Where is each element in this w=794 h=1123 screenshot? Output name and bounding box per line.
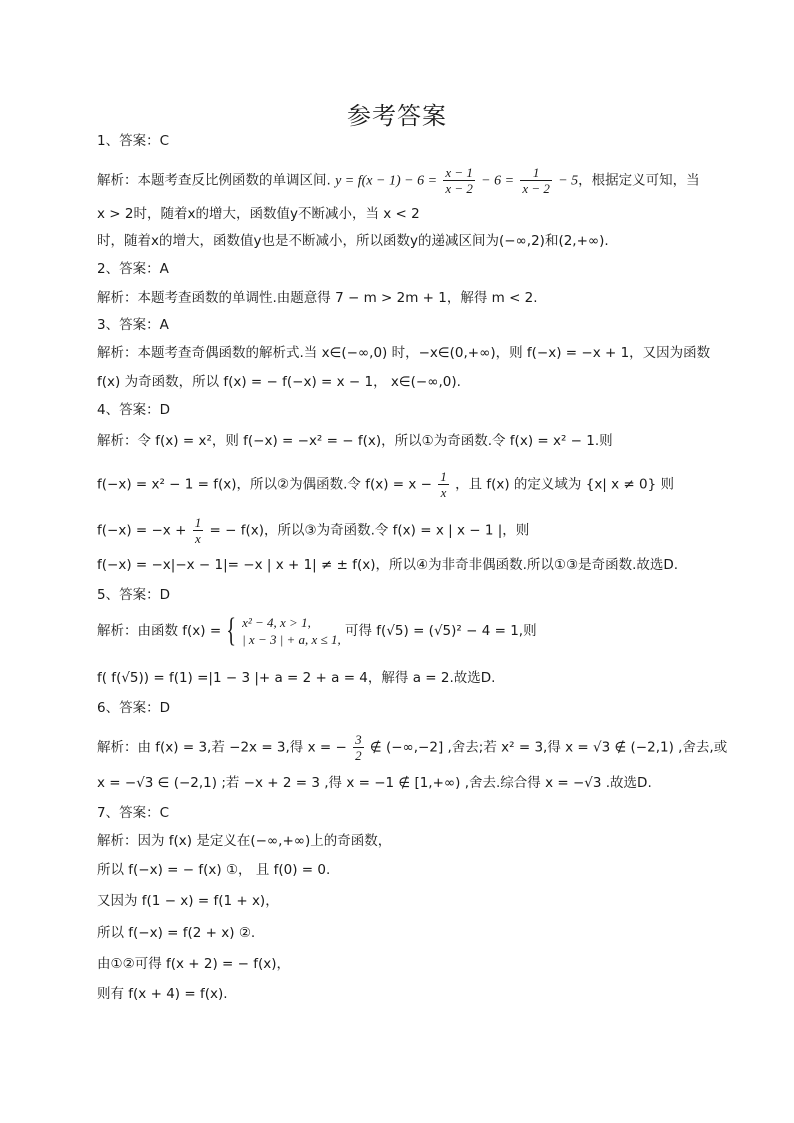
piecewise-case-2: | x − 3 | + a, x ≤ 1, [242,632,341,647]
q5-answer-heading: 5、答案：D [97,587,170,603]
q7-explanation-line-6: 则有 f(x + 4) = f(x). [97,986,228,1002]
q4-l2-tail: ，且 f(x) 的定义域为 {x| x ≠ 0} 则 [455,476,674,493]
q3-explanation-line-2: f(x) 为奇函数，所以 f(x) = − f(−x) = x − 1， x∈(−∞,0). [97,374,461,390]
q5-explanation-line-1 [97,614,537,648]
q5-explanation-line-2: f( f(√5)) = f(1) =|1 − 3 |+ a = 2 + a = 4，解得 a = 2.故选D. [97,670,496,686]
q5-l1-text: 解析：由函数 f(x) = [97,623,222,639]
q1-fraction-2 [520,165,552,196]
q4-answer-heading: 4、答案：D [97,402,170,418]
q1-answer-heading: 1、答案：C [97,133,170,149]
q4-l2-text: f(−x) = x² − 1 = f(x)，所以②为偶函数.令 f(x) = x − [97,476,432,493]
q1-l1-math-3: − 5 [558,173,579,189]
q1-explanation-line-2: x > 2时，随着x的增大，函数值y不断减小，当 x < 2 [97,206,420,222]
q5-l1-tail: 可得 f(√5) = (√5)² − 4 = 1,则 [345,623,537,639]
q6-explanation-line-1 [97,732,727,763]
q6-l1-tail: ∉ (−∞,−2] ,舍去;若 x² = 3,得 x = √3 ∉ (−2,1) ,舍去,或 [369,739,728,756]
q1-explanation-line-1 [97,165,700,196]
q7-explanation-line-5: 由①②可得 f(x + 2) = − f(x)， [97,956,291,972]
q1-l1-math-1: y = f(x − 1) − 6 = [335,173,438,189]
q6-fraction-1 [353,732,364,763]
piecewise-case-1: x² − 4, x > 1, [242,615,311,630]
q4-explanation-line-2 [97,469,674,500]
q7-explanation-line-4: 所以 f(−x) = f(2 + x) ②. [97,925,256,941]
q7-explanation-line-3: 又因为 f(1 − x) = f(1 + x)， [97,893,279,909]
piecewise-brace: { [226,612,237,649]
q4-fraction-1-numerator: 1 [440,469,447,484]
q6-l1-text: 解析：由 f(x) = 3,若 −2x = 3,得 x = − [97,739,347,756]
q4-fraction-1-denominator: x [440,485,447,500]
q4-fraction-2 [193,515,204,546]
q6-fraction-1-numerator: 3 [355,732,362,747]
q1-l1-text: 解析：本题考查反比例函数的单调区间. [97,172,331,189]
q6-answer-heading: 6、答案：D [97,700,170,716]
q1-explanation-line-3: 时，随着x的增大，函数值y也是不断减小，所以函数y的递减区间为(−∞,2)和(2,+∞). [97,233,609,249]
q6-explanation-line-2: x = −√3 ∈ (−2,1) ;若 −x + 2 = 3 ,得 x = −1 ∉ [1,+∞) ,舍去.综合得 x = −√3 .故选D. [97,775,652,791]
q4-l3-text: f(−x) = −x + [97,522,187,539]
page-title: 参考答案 [347,102,447,130]
q6-fraction-1-denominator: 2 [355,748,362,763]
q1-fraction-1-denominator: x − 2 [445,181,473,196]
q1-fraction-1-numerator: x − 1 [445,165,473,180]
q1-fraction-2-denominator: x − 2 [522,181,550,196]
piecewise-cases [242,614,341,648]
q3-explanation-line-1: 解析：本题考查奇偶函数的解析式.当 x∈(−∞,0) 时，−x∈(0,+∞)，则 f(−x) = −x + 1，又因为函数 [97,345,711,361]
q4-fraction-2-denominator: x [195,531,201,546]
q7-answer-heading: 7、答案：C [97,805,170,821]
q1-fraction-1 [443,165,475,196]
q7-explanation-line-1: 解析：因为 f(x) 是定义在(−∞,+∞)上的奇函数， [97,833,392,849]
q7-explanation-line-2: 所以 f(−x) = − f(x) ①， 且 f(0) = 0. [97,862,331,878]
q1-fraction-2-numerator: 1 [520,165,552,181]
q3-answer-heading: 3、答案：A [97,317,169,333]
q4-fraction-1 [438,469,449,500]
q4-explanation-line-1: 解析：令 f(x) = x²，则 f(−x) = −x² = − f(x)，所以①为奇函数.令 f(x) = x² − 1.则 [97,433,613,449]
q4-l3-tail: = − f(x)，所以③为奇函数.令 f(x) = x | x − 1 |，则 [209,522,530,539]
q1-l1-tail: ，根据定义可知，当 [578,172,700,189]
q1-l1-math-2: − 6 = [481,173,515,189]
q4-fraction-2-numerator: 1 [194,515,202,530]
q4-explanation-line-3 [97,515,529,546]
q2-explanation-line-1: 解析：本题考查函数的单调性.由题意得 7 − m > 2m + 1，解得 m < 2. [97,290,538,306]
q2-answer-heading: 2、答案：A [97,261,169,277]
q4-explanation-line-4: f(−x) = −x|−x − 1|= −x | x + 1| ≠ ± f(x)，所以④为非奇非偶函数.所以①③是奇函数.故选D. [97,557,679,573]
